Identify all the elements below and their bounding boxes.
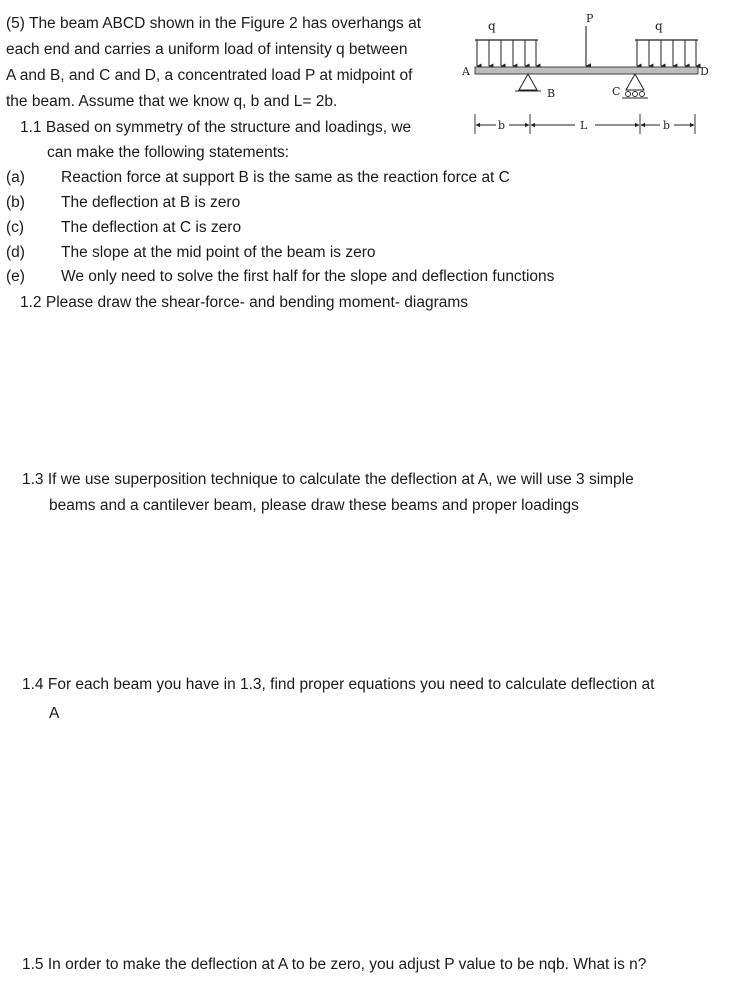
support-c (622, 74, 648, 98)
beam (475, 67, 698, 74)
question-1-5: 1.5 In order to make the deflection at A to be zero, you adjust P value to be nqb. What is n? (22, 956, 647, 973)
statement-d-label: (d) (6, 244, 25, 261)
label-a: A (462, 65, 470, 78)
statement-c-label: (c) (6, 219, 25, 236)
statement-d-text: The slope at the mid point of the beam is zero (61, 244, 376, 261)
dim-b-right: b (663, 119, 671, 132)
uniform-load-right (635, 40, 698, 66)
intro-line-3: A and B, and C and D, a concentrated load P at midpoint of (6, 67, 413, 84)
statement-a-text: Reaction force at support B is the same as the reaction force at C (61, 169, 510, 186)
question-1-1-line-1: 1.1 Based on symmetry of the structure and loadings, we (20, 119, 412, 136)
question-1-4-line-1: 1.4 For each beam you have in 1.3, find proper equations you need to calculate deflection at (22, 676, 655, 693)
question-1-4-line-2: A (49, 705, 60, 722)
label-q-right: q (655, 19, 663, 33)
question-1-3-line-1: 1.3 If we use superposition technique to calculate the deflection at A, we will use 3 simple (22, 471, 634, 488)
intro-line-2: each end and carries a uniform load of intensity q between (6, 41, 408, 58)
statement-b-text: The deflection at B is zero (61, 194, 241, 211)
dim-l: L (580, 119, 588, 132)
label-q-left: q (488, 19, 496, 33)
question-1-1-line-2: can make the following statements: (47, 144, 290, 161)
question-1-2: 1.2 Please draw the shear-force- and bending moment- diagrams (20, 294, 469, 311)
label-d: D (700, 65, 709, 78)
dim-b-left: b (498, 119, 506, 132)
uniform-load-left (475, 40, 538, 66)
beam-figure (455, 8, 725, 143)
statement-c-text: The deflection at C is zero (61, 219, 242, 236)
intro-line-4: the beam. Assume that we know q, b and L= 2b. (6, 93, 338, 110)
intro-line-1: (5) The beam ABCD shown in the Figure 2 has overhangs at (6, 15, 421, 32)
label-c: C (612, 85, 621, 98)
label-p: P (586, 12, 594, 25)
question-1-3-line-2: beams and a cantilever beam, please draw these beams and proper loadings (49, 497, 579, 514)
statement-e-label: (e) (6, 268, 25, 285)
statement-e-text: We only need to solve the first half for the slope and deflection functions (61, 268, 555, 285)
label-b: B (547, 87, 556, 100)
statement-b-label: (b) (6, 194, 25, 211)
statement-a-label: (a) (6, 169, 25, 186)
support-b (515, 74, 541, 91)
